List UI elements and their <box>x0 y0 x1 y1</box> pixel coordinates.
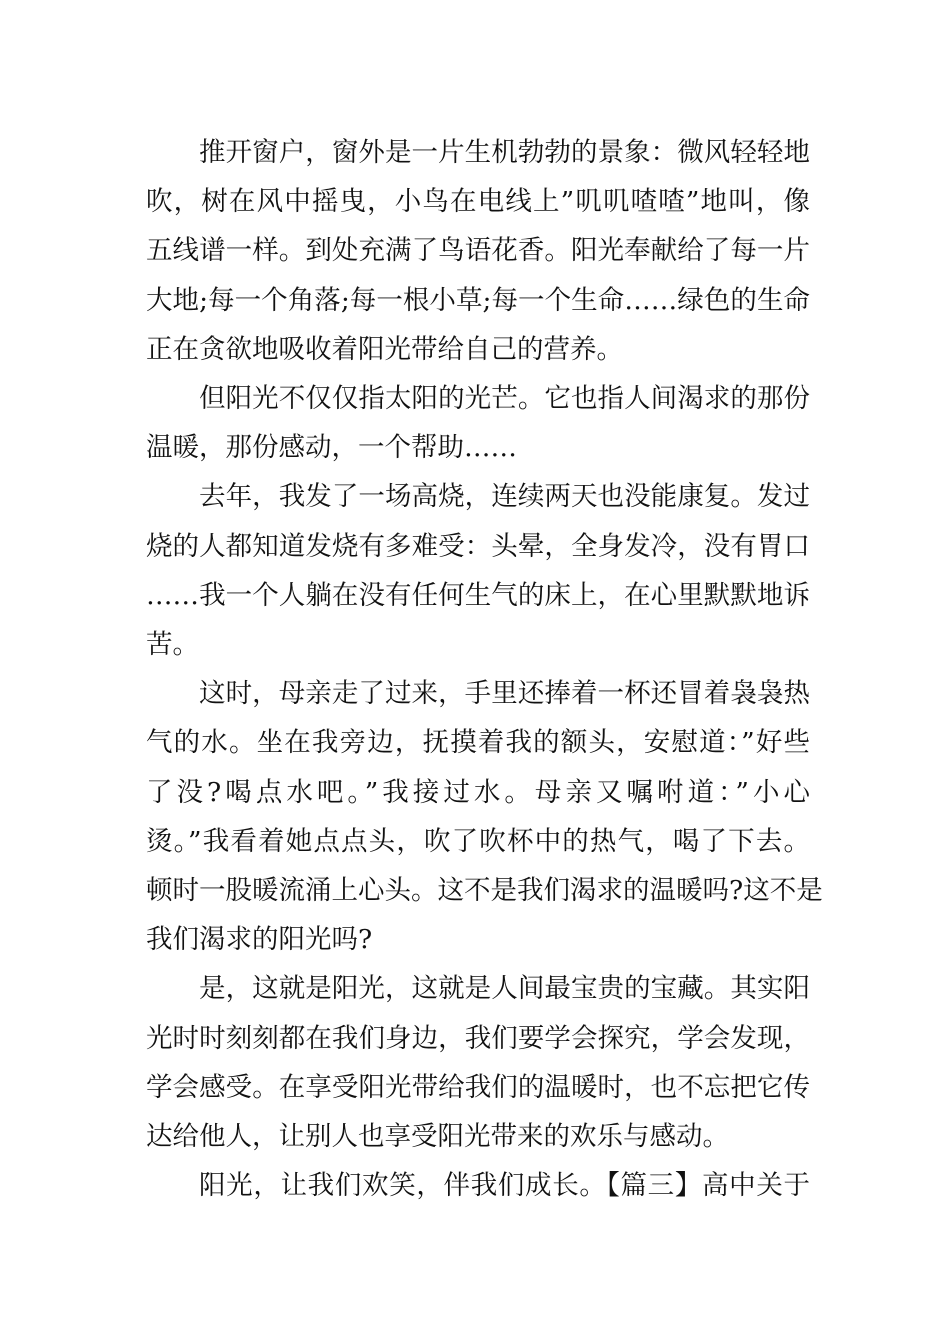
text-line: 推开窗户，窗外是一片生机勃勃的景象：微风轻轻地 <box>199 137 810 168</box>
text-line: 烧的人都知道发烧有多难受：头晕，全身发冷，没有胃口 <box>146 530 810 562</box>
paragraph-6 <box>146 1161 810 1210</box>
text-line: 我们渴求的阳光吗? <box>146 924 373 956</box>
text-line: 但阳光不仅仅指太阳的光芒。它也指人间渴求的那份 <box>199 383 810 415</box>
text-line: 去年，我发了一场高烧，连续两天也没能康复。发过 <box>199 481 810 513</box>
text-line: 这时，母亲走了过来，手里还捧着一杯还冒着袅袅热 <box>199 678 810 710</box>
text-line: 气的水。坐在我旁边，抚摸着我的额头，安慰道：”好些 <box>146 727 810 759</box>
paragraph-2 <box>146 374 810 472</box>
text-line: 烫。”我看着她点点头，吹了吹杯中的热气，喝了下去。 <box>146 825 810 857</box>
text-line: 苦。 <box>146 629 199 661</box>
paragraph-4 <box>146 669 823 964</box>
text-line: 是，这就是阳光，这就是人间最宝贵的宝藏。其实阳 <box>199 973 810 1005</box>
text-line: 达给他人，让别人也享受阳光带来的欢乐与感动。 <box>146 1121 729 1153</box>
text-line: 阳光，让我们欢笑，伴我们成长。【篇三】高中关于 <box>199 1170 810 1202</box>
text-line: 五线谱一样。到处充满了鸟语花香。阳光奉献给了每一片 <box>146 235 810 267</box>
text-line: 正在贪欲地吸收着阳光带给自己的营养。 <box>146 333 623 365</box>
text-line: 了没?喝点水吧。”我接过水。母亲又嘱咐道：”小心 <box>146 776 810 808</box>
paragraph-5 <box>146 964 810 1161</box>
article-body <box>146 128 823 1210</box>
text-line: 吹，树在风中摇曳，小鸟在电线上”叽叽喳喳”地叫，像 <box>146 186 810 218</box>
text-line: ……我一个人躺在没有任何生气的床上，在心里默默地诉 <box>146 579 810 611</box>
text-line: 大地;每一个角落;每一根小草;每一个生命……绿色的生命 <box>146 284 810 316</box>
text-line: 学会感受。在享受阳光带给我们的温暖时，也不忘把它传 <box>146 1071 810 1103</box>
text-line: 温暖，那份感动，一个帮助…… <box>146 432 517 464</box>
text-line: 光时时刻刻都在我们身边，我们要学会探究，学会发现， <box>146 1022 810 1054</box>
paragraph-3 <box>146 472 810 669</box>
text-line: 顿时一股暖流涌上心头。这不是我们渴求的温暖吗?这不是 <box>146 875 823 907</box>
paragraph-1 <box>146 128 810 374</box>
